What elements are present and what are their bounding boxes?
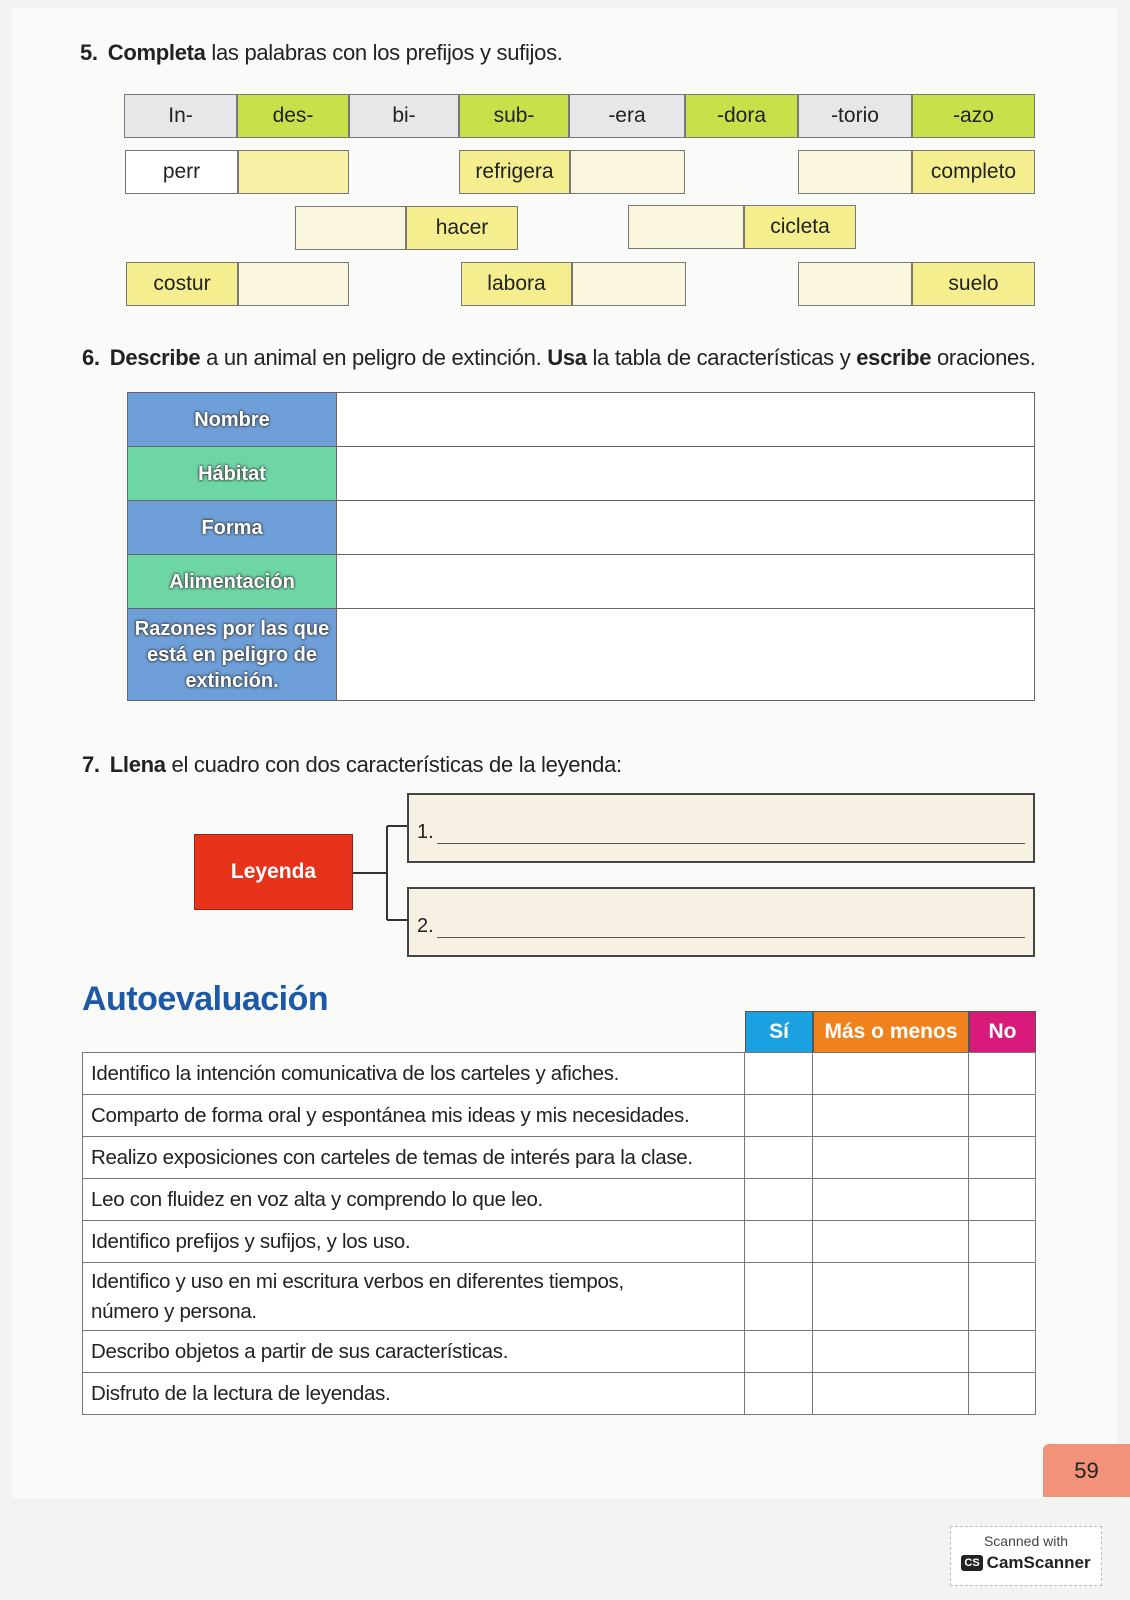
answer-blank[interactable] (798, 150, 912, 194)
word-cell: hacer (406, 206, 518, 250)
check-no[interactable] (969, 1053, 1036, 1095)
check-no[interactable] (969, 1221, 1036, 1263)
criterion: Identifico prefijos y sufijos, y los uso. (83, 1221, 745, 1263)
check-si[interactable] (745, 1221, 813, 1263)
instruction-verb: escribe (856, 345, 932, 370)
answer-blank[interactable] (238, 262, 349, 306)
check-mas-o-menos[interactable] (813, 1095, 969, 1137)
check-si[interactable] (745, 1095, 813, 1137)
scanner-watermark (950, 1526, 1102, 1586)
item-number: 1. (417, 821, 434, 843)
answer-blank[interactable] (798, 262, 912, 306)
check-no[interactable] (969, 1373, 1036, 1415)
word-cell: completo (912, 150, 1035, 194)
check-mas-o-menos[interactable] (813, 1221, 969, 1263)
affix-cell: -torio (798, 94, 912, 138)
instruction-text: el cuadro con dos características de la leyenda: (165, 752, 622, 777)
instruction-verb: Completa (107, 40, 206, 65)
characteristic-box-2[interactable] (407, 887, 1035, 957)
check-mas-o-menos[interactable] (813, 1137, 969, 1179)
affix-cell: -era (569, 94, 685, 138)
page-number: 59 (1043, 1444, 1130, 1497)
row-label: Alimentación (128, 555, 337, 609)
section-title: Autoevaluación (82, 980, 329, 1018)
watermark-line: Scanned with (983, 1533, 1069, 1549)
criterion: Describo objetos a partir de sus características. (83, 1331, 745, 1373)
header-si: Sí (745, 1011, 813, 1053)
answer-field[interactable] (337, 555, 1035, 609)
word-cell: perr (125, 150, 238, 194)
word-cell: refrigera (459, 150, 570, 194)
answer-field[interactable] (337, 393, 1035, 447)
check-si[interactable] (745, 1137, 813, 1179)
affix-cell: In- (124, 94, 237, 138)
answer-blank[interactable] (572, 262, 686, 306)
word-cell: costur (126, 262, 238, 306)
check-mas-o-menos[interactable] (813, 1179, 969, 1221)
write-line (437, 937, 1025, 938)
instruction-text: oraciones. (931, 345, 1036, 370)
row-label: Nombre (128, 393, 337, 447)
criterion: Realizo exposiciones con carteles de temas de interés para la clase. (83, 1137, 745, 1179)
affix-cell: sub- (459, 94, 569, 138)
check-si[interactable] (745, 1331, 813, 1373)
criterion: Identifico y uso en mi escritura verbos en diferentes tiempos, número y persona. (83, 1263, 745, 1331)
check-si[interactable] (745, 1179, 813, 1221)
criterion: Identifico la intención comunicativa de los carteles y afiches. (83, 1053, 745, 1095)
animal-characteristics-table (127, 392, 1035, 701)
instruction-verb: Llena (109, 752, 166, 777)
instruction-verb: Usa (547, 345, 587, 370)
answer-field[interactable] (337, 501, 1035, 555)
question-number: 5. (80, 40, 98, 65)
row-label: Razones por las que está en peligro de extinción. (128, 609, 337, 701)
answer-blank[interactable] (238, 150, 349, 194)
answer-blank[interactable] (628, 205, 744, 249)
check-no[interactable] (969, 1263, 1036, 1331)
check-no[interactable] (969, 1137, 1036, 1179)
check-mas-o-menos[interactable] (813, 1053, 969, 1095)
connector-bracket (353, 820, 409, 930)
answer-blank[interactable] (295, 206, 406, 250)
camscanner-logo-icon: CS (961, 1555, 982, 1571)
criterion: Leo con fluidez en voz alta y comprendo lo que leo. (83, 1179, 745, 1221)
word-cell: cicleta (744, 205, 856, 249)
check-no[interactable] (969, 1331, 1036, 1373)
affix-cell: -dora (685, 94, 798, 138)
row-label: Hábitat (128, 447, 337, 501)
check-si[interactable] (745, 1373, 813, 1415)
answer-field[interactable] (337, 447, 1035, 501)
watermark-brand: CamScanner (986, 1553, 1091, 1572)
answer-field[interactable] (337, 609, 1035, 701)
instruction-text: a un animal en peligro de extinción. (200, 345, 548, 370)
check-mas-o-menos[interactable] (813, 1331, 969, 1373)
criterion: Disfruto de la lectura de leyendas. (83, 1373, 745, 1415)
header-mas-o-menos: Más o menos (813, 1011, 969, 1053)
header-no: No (969, 1011, 1036, 1053)
word-cell: suelo (912, 262, 1035, 306)
question-7 (82, 752, 622, 778)
row-label: Forma (128, 501, 337, 555)
criterion: Comparto de forma oral y espontánea mis ideas y mis necesidades. (83, 1095, 745, 1137)
check-si[interactable] (745, 1263, 813, 1331)
question-number: 6. (82, 345, 100, 370)
instruction-verb: Describe (109, 345, 201, 370)
word-cell: labora (461, 262, 572, 306)
instruction-text: la tabla de características y (586, 345, 857, 370)
check-si[interactable] (745, 1053, 813, 1095)
item-number: 2. (417, 915, 434, 937)
check-no[interactable] (969, 1095, 1036, 1137)
characteristic-box-1[interactable] (407, 793, 1035, 863)
check-mas-o-menos[interactable] (813, 1373, 969, 1415)
question-number: 7. (82, 752, 100, 777)
affix-cell: -azo (912, 94, 1035, 138)
self-evaluation-table (82, 1052, 1036, 1415)
affix-cell: bi- (349, 94, 459, 138)
question-6 (82, 345, 1036, 371)
check-no[interactable] (969, 1179, 1036, 1221)
write-line (437, 843, 1025, 844)
instruction-text: las palabras con los prefijos y sufijos. (205, 40, 563, 65)
question-5 (80, 40, 563, 66)
answer-blank[interactable] (570, 150, 685, 194)
affix-cell: des- (237, 94, 349, 138)
leyenda-box: Leyenda (194, 834, 353, 910)
check-mas-o-menos[interactable] (813, 1263, 969, 1331)
